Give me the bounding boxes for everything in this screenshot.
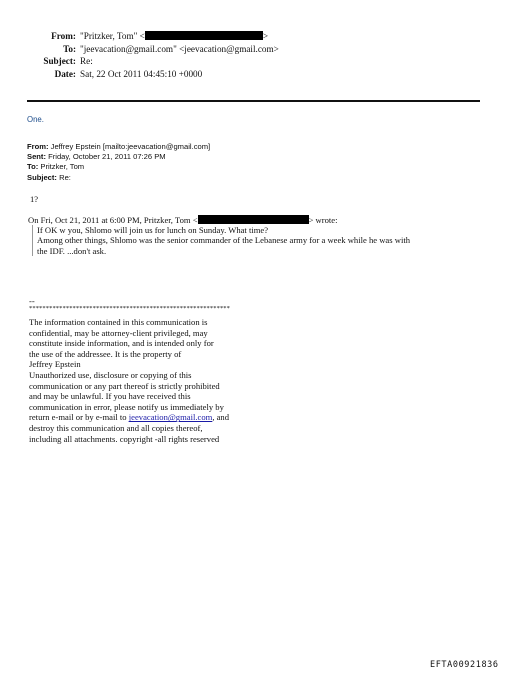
fwd-to-label: To:: [27, 162, 39, 172]
email-header: [0, 30, 512, 80]
fwd-subject-label: Subject:: [27, 172, 57, 182]
reply-body: One.: [27, 115, 44, 124]
disclaimer-line: the use of the addressee. It is the property of: [29, 348, 182, 359]
asterisk-divider: ************************************************************: [29, 305, 230, 312]
disclaimer-line: destroy this communication and all copies thereof,: [29, 422, 203, 433]
disclaimer-text: , and: [212, 412, 230, 423]
header-from-row: From: "Pritzker, Tom" < >: [51, 31, 269, 41]
bates-number: EFTA00921836: [430, 660, 499, 670]
fwd-subject-value: Re:: [59, 172, 71, 182]
quote-intro-suffix: > wrote:: [308, 215, 338, 225]
from-value: "Pritzker, Tom" <: [80, 31, 145, 41]
date-value: Sat, 22 Oct 2011 04:45:10 +0000: [80, 68, 203, 79]
header-date-row: [0, 68, 512, 81]
disclaimer-line: The information contained in this communication is: [29, 317, 208, 327]
redaction-bar: [198, 215, 309, 224]
disclaimer-line: and may be unlawful. If you have received this: [29, 391, 191, 402]
quoted-line: the IDF. ...don't ask.: [37, 245, 107, 256]
disclaimer-line: Unauthorized use, disclosure or copying of this: [29, 369, 192, 380]
header-to-row: [0, 43, 512, 56]
quote-intro: [28, 215, 338, 225]
fwd-to-value: Pritzker, Tom: [40, 162, 85, 172]
disclaimer-line: communication or any part thereof is strictly prohibited: [29, 380, 220, 391]
fwd-from-value: Jeffrey Epstein [mailto:jeevacation@gmail.com]: [50, 142, 211, 151]
disclaimer-line: Jeffrey Epstein: [29, 359, 81, 370]
signature-separator: --: [29, 296, 35, 306]
fwd-sent-label: Sent:: [27, 152, 46, 162]
forwarded-header: [27, 142, 210, 183]
to-label: To:: [63, 43, 76, 54]
disclaimer-line: confidential, may be attorney-client privileged, may: [29, 327, 208, 338]
email-link[interactable]: jeevacation@gmail.com: [128, 412, 213, 423]
date-label: Date:: [54, 68, 76, 79]
fwd-sent-value: Friday, October 21, 2011 07:26 PM: [48, 152, 166, 162]
subject-label: Subject:: [43, 56, 76, 67]
epstein-reply: 1?: [30, 194, 39, 204]
quoted-message: [32, 225, 487, 256]
quote-intro-text: On Fri, Oct 21, 2011 at 6:00 PM, Pritzker, Tom <: [28, 215, 198, 225]
quoted-line: Among other things, Shlomo was the senior commander of the Lebanese army for a week while he was with: [37, 235, 411, 246]
subject-value: Re:: [80, 56, 93, 67]
disclaimer-line: constitute inside information, and is intended only for: [29, 338, 214, 349]
disclaimer-text: return e-mail or by e-mail to: [29, 412, 129, 423]
quoted-line: If OK w you, Shlomo will join us for lunch on Sunday. What time?: [37, 225, 269, 235]
header-divider: [27, 100, 480, 102]
disclaimer-line: [29, 412, 329, 423]
redaction-bar: [145, 31, 263, 40]
disclaimer: [29, 317, 329, 444]
from-label: From:: [51, 31, 76, 41]
disclaimer-line: including all attachments. copyright -all rights reserved: [29, 433, 220, 444]
to-value: "jeevacation@gmail.com" <jeevacation@gmail.com>: [80, 43, 279, 54]
header-subject-row: [0, 55, 512, 68]
fwd-from-label: From:: [27, 142, 49, 151]
disclaimer-line: communication in error, please notify us immediately by: [29, 401, 224, 412]
